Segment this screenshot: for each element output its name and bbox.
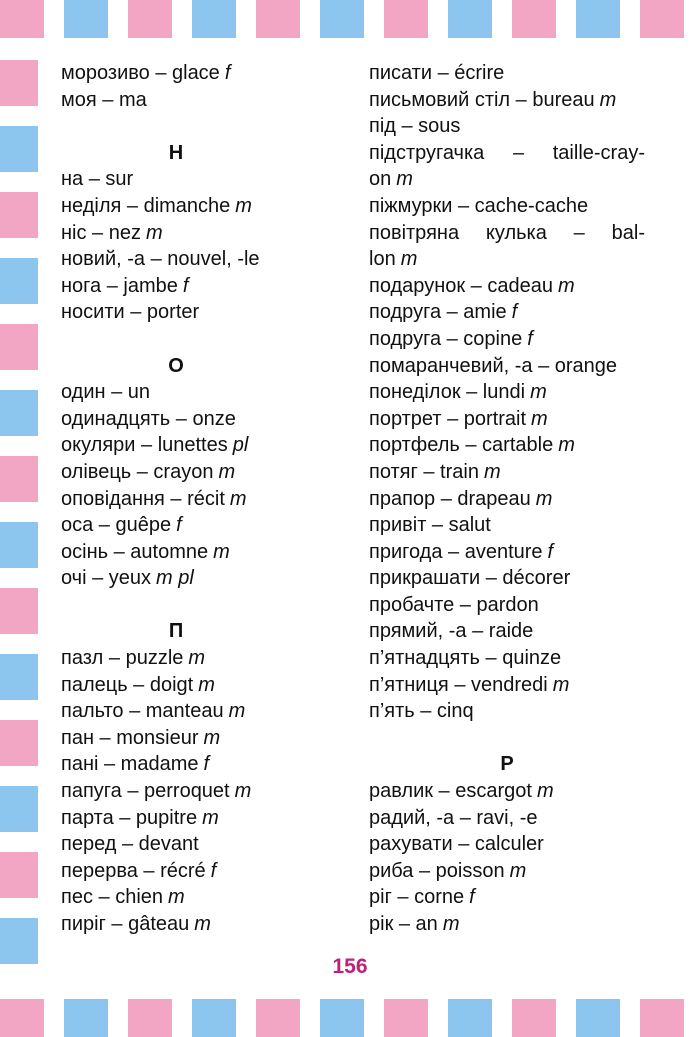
entry-text: ніс – nez xyxy=(61,221,141,244)
dictionary-entry xyxy=(369,618,645,645)
page-number: 156 xyxy=(332,955,368,978)
border-tile xyxy=(576,0,620,38)
dictionary-entry xyxy=(369,379,645,406)
bottom-border xyxy=(0,999,700,1037)
dictionary-entry xyxy=(61,60,291,87)
dictionary-entry xyxy=(369,805,645,832)
gender-marker: m xyxy=(531,407,548,430)
gender-marker: m xyxy=(198,673,215,696)
border-tile xyxy=(0,258,38,304)
dictionary-entry xyxy=(61,273,291,300)
dictionary-entry xyxy=(369,353,645,380)
entry-text: портрет – portrait xyxy=(369,407,527,430)
blank-line xyxy=(369,725,645,752)
border-tile xyxy=(576,999,620,1037)
entry-text: потяг – train xyxy=(369,460,479,483)
gender-marker: m xyxy=(396,168,413,191)
dictionary-entry xyxy=(369,645,645,672)
right-column xyxy=(369,60,645,938)
left-column xyxy=(61,60,291,938)
entry-word: bal- xyxy=(611,221,645,244)
border-tile xyxy=(0,522,38,568)
border-tile xyxy=(0,852,38,898)
entry-text: п’ятнадцять – quinze xyxy=(369,647,562,670)
gender-marker: pl xyxy=(232,434,249,457)
entry-text: п’ятниця – vendredi xyxy=(369,673,548,696)
dictionary-entry xyxy=(369,273,645,300)
border-tile xyxy=(448,0,492,38)
entry-text: окуляри – lunettes xyxy=(61,434,228,457)
gender-marker: f xyxy=(469,886,475,909)
dictionary-entry xyxy=(369,246,645,273)
dictionary-entry xyxy=(61,565,291,592)
entry-text: піжмурки – cache-cache xyxy=(369,194,589,217)
entry-text: пробачте – pardon xyxy=(369,593,539,616)
entry-text: неділя – dimanche xyxy=(61,194,231,217)
border-tile xyxy=(256,0,300,38)
gender-marker: m xyxy=(202,806,219,829)
gender-marker: m xyxy=(228,700,246,723)
entry-text: осінь – automne xyxy=(61,540,209,563)
border-tile xyxy=(192,999,236,1037)
gender-marker: m xyxy=(229,487,247,510)
section-letter: Р xyxy=(500,753,514,776)
gender-marker: m xyxy=(188,647,206,670)
border-tile xyxy=(640,0,684,38)
gender-marker: m xyxy=(442,913,460,935)
entry-text: пригода – aventure xyxy=(369,540,543,563)
border-tile xyxy=(512,999,556,1037)
dictionary-entry xyxy=(369,140,645,167)
dictionary-entry xyxy=(61,539,291,566)
entry-text: очі – yeux xyxy=(61,567,152,590)
section-letter: П xyxy=(168,620,184,643)
dictionary-entry xyxy=(369,326,645,353)
entry-text: моя – ma xyxy=(61,88,147,111)
dictionary-entry xyxy=(61,87,291,114)
border-tile xyxy=(128,999,172,1037)
dictionary-entry xyxy=(369,166,645,193)
dictionary-entry xyxy=(61,193,291,220)
entry-text: ріг – corne xyxy=(369,886,465,909)
dictionary-entry xyxy=(369,486,645,513)
gender-marker: m xyxy=(536,780,554,803)
dictionary-entry xyxy=(369,459,645,486)
gender-marker: m xyxy=(599,88,617,111)
entry-text: пиріг – gâteau xyxy=(61,913,190,935)
dictionary-entry xyxy=(61,858,291,885)
entry-word: кулька xyxy=(485,221,547,244)
entry-text: під – sous xyxy=(369,115,461,138)
dictionary-entry xyxy=(61,805,291,832)
entry-text: помаранчевий, -а – orange xyxy=(369,354,618,377)
gender-marker: m xyxy=(509,859,527,882)
entry-text: палець – doigt xyxy=(61,673,194,696)
gender-marker: m xyxy=(213,540,230,563)
gender-marker: m xyxy=(218,460,236,483)
border-tile xyxy=(448,999,492,1037)
dictionary-entry xyxy=(61,379,291,406)
gender-marker: f xyxy=(182,274,189,297)
border-tile xyxy=(64,0,108,38)
dictionary-entry xyxy=(369,698,645,725)
border-tile xyxy=(0,720,38,766)
dictionary-entry xyxy=(61,645,291,672)
border-tile xyxy=(0,390,38,436)
border-tile xyxy=(64,999,108,1037)
dictionary-entry xyxy=(61,725,291,752)
dictionary-entry xyxy=(61,778,291,805)
entry-text: оповідання – récit xyxy=(61,487,225,510)
border-tile xyxy=(512,0,556,38)
entry-word: taille-cray- xyxy=(552,141,645,164)
entry-text: письмовий стіл – bureau xyxy=(369,88,595,111)
dictionary-entry xyxy=(61,884,291,911)
border-tile xyxy=(0,0,44,38)
border-tile xyxy=(0,786,38,832)
dictionary-entry xyxy=(369,565,645,592)
blank-line xyxy=(61,592,291,619)
entry-text: перерва – récré xyxy=(61,859,206,882)
dictionary-entry xyxy=(61,751,291,778)
top-border xyxy=(0,0,700,38)
gender-marker: m xyxy=(530,381,547,404)
dictionary-entry xyxy=(369,512,645,539)
entry-text: привіт – salut xyxy=(369,514,491,537)
border-tile xyxy=(0,126,38,172)
entry-text: п’ять – cinq xyxy=(369,700,474,723)
gender-marker: m xyxy=(483,460,501,483)
dictionary-entry xyxy=(369,911,645,938)
border-tile xyxy=(256,999,300,1037)
dictionary-entry xyxy=(369,432,645,459)
dictionary-entry xyxy=(369,193,645,220)
dictionary-entry xyxy=(61,698,291,725)
entry-text: олівець – crayon xyxy=(61,460,214,483)
dictionary-entry xyxy=(61,406,291,433)
entry-text: подруга – amie xyxy=(369,301,507,324)
entry-text: морозиво – glace xyxy=(61,62,220,84)
section-letter: О xyxy=(168,354,184,377)
entry-text: папуга – perroquet xyxy=(61,780,230,803)
entry-word: підстругачка xyxy=(369,141,485,164)
border-tile xyxy=(320,0,364,38)
gender-marker: f xyxy=(224,62,231,84)
left-border xyxy=(0,60,38,970)
border-tile xyxy=(0,60,38,106)
dictionary-entry xyxy=(369,220,645,247)
gender-marker: m xyxy=(400,248,418,271)
gender-marker: m xyxy=(194,913,211,935)
entry-text: парта – pupitre xyxy=(61,806,198,829)
dictionary-entry xyxy=(61,486,291,513)
border-tile xyxy=(0,588,38,634)
border-tile xyxy=(384,999,428,1037)
gender-marker: m xyxy=(552,673,570,696)
border-tile xyxy=(128,0,172,38)
entry-text: прикрашати – décorer xyxy=(369,567,571,590)
entry-text: новий, -а – nouvel, -le xyxy=(61,248,260,271)
dictionary-entry xyxy=(369,778,645,805)
entry-text: on xyxy=(369,168,392,191)
dictionary-entry xyxy=(61,299,291,326)
entry-text: пані – madame xyxy=(61,753,199,776)
dictionary-entry xyxy=(61,672,291,699)
entry-text: писати – écrire xyxy=(369,62,505,84)
entry-word: – xyxy=(512,141,525,164)
border-tile xyxy=(0,324,38,370)
dictionary-entry xyxy=(61,432,291,459)
dictionary-entry xyxy=(61,459,291,486)
entry-text: пес – chien xyxy=(61,886,164,909)
entry-text: нога – jambe xyxy=(61,274,178,297)
entry-text: одинадцять – onze xyxy=(61,407,236,430)
blank-line xyxy=(61,326,291,353)
entry-text: один – un xyxy=(61,381,151,404)
entry-text: пальто – manteau xyxy=(61,700,224,723)
border-tile xyxy=(0,456,38,502)
entry-text: портфель – cartable xyxy=(369,434,554,457)
dictionary-entry xyxy=(369,113,645,140)
border-tile xyxy=(0,999,44,1037)
dictionary-entry xyxy=(369,539,645,566)
border-tile xyxy=(192,0,236,38)
gender-marker: f xyxy=(210,859,217,882)
gender-marker: m xyxy=(235,194,252,217)
gender-marker: f xyxy=(203,753,210,776)
entry-text: рахувати – calculer xyxy=(369,833,544,856)
entry-text: оса – guêpe xyxy=(61,514,172,537)
dictionary-entry xyxy=(369,831,645,858)
entry-word: – xyxy=(573,221,585,244)
border-tile xyxy=(0,654,38,700)
dictionary-entry xyxy=(61,831,291,858)
entry-text: подруга – copine xyxy=(369,327,523,350)
entry-text: рік – an xyxy=(369,913,438,935)
entry-text: на – sur xyxy=(61,168,134,191)
dictionary-entry xyxy=(369,299,645,326)
gender-marker: m xyxy=(558,434,575,457)
entry-text: пазл – puzzle xyxy=(61,647,184,670)
entry-text: пан – monsieur xyxy=(61,726,199,749)
entry-text: lon xyxy=(369,248,396,271)
gender-marker: m xyxy=(557,274,575,297)
entry-text: риба – poisson xyxy=(369,859,505,882)
dictionary-entry xyxy=(61,246,291,273)
gender-marker: f xyxy=(527,327,533,350)
entry-text: прямий, -а – raide xyxy=(369,620,534,643)
dictionary-entry xyxy=(61,166,291,193)
border-tile xyxy=(0,192,38,238)
dictionary-entry xyxy=(369,592,645,619)
gender-marker: m xyxy=(234,780,252,803)
dictionary-entry xyxy=(369,884,645,911)
gender-marker: f xyxy=(511,301,518,324)
entry-word: повітряна xyxy=(369,221,460,244)
gender-marker: m xyxy=(535,487,553,510)
entry-text: радий, -а – ravi, -e xyxy=(369,806,538,829)
dictionary-entry xyxy=(369,60,645,87)
entry-text: прапор – drapeau xyxy=(369,487,531,510)
dictionary-entry xyxy=(369,672,645,699)
dictionary-entry xyxy=(61,911,291,938)
gender-marker: m pl xyxy=(156,567,194,590)
dictionary-entry xyxy=(61,512,291,539)
entry-text: перед – devant xyxy=(61,833,199,856)
gender-marker: f xyxy=(547,540,554,563)
border-tile xyxy=(320,999,364,1037)
gender-marker: m xyxy=(145,221,163,244)
dictionary-entry xyxy=(369,858,645,885)
border-tile xyxy=(640,999,684,1037)
section-letter: Н xyxy=(168,141,184,164)
border-tile xyxy=(384,0,428,38)
dictionary-entry xyxy=(369,87,645,114)
dictionary-entry xyxy=(369,406,645,433)
dictionary-entry xyxy=(61,220,291,247)
entry-text: подарунок – cadeau xyxy=(369,274,553,297)
entry-text: равлик – escargot xyxy=(369,780,532,803)
entry-text: понеділок – lundi xyxy=(369,381,526,404)
blank-line xyxy=(61,113,291,140)
entry-text: носити – porter xyxy=(61,301,200,324)
gender-marker: f xyxy=(176,514,182,537)
gender-marker: m xyxy=(168,886,185,909)
gender-marker: m xyxy=(203,726,221,749)
